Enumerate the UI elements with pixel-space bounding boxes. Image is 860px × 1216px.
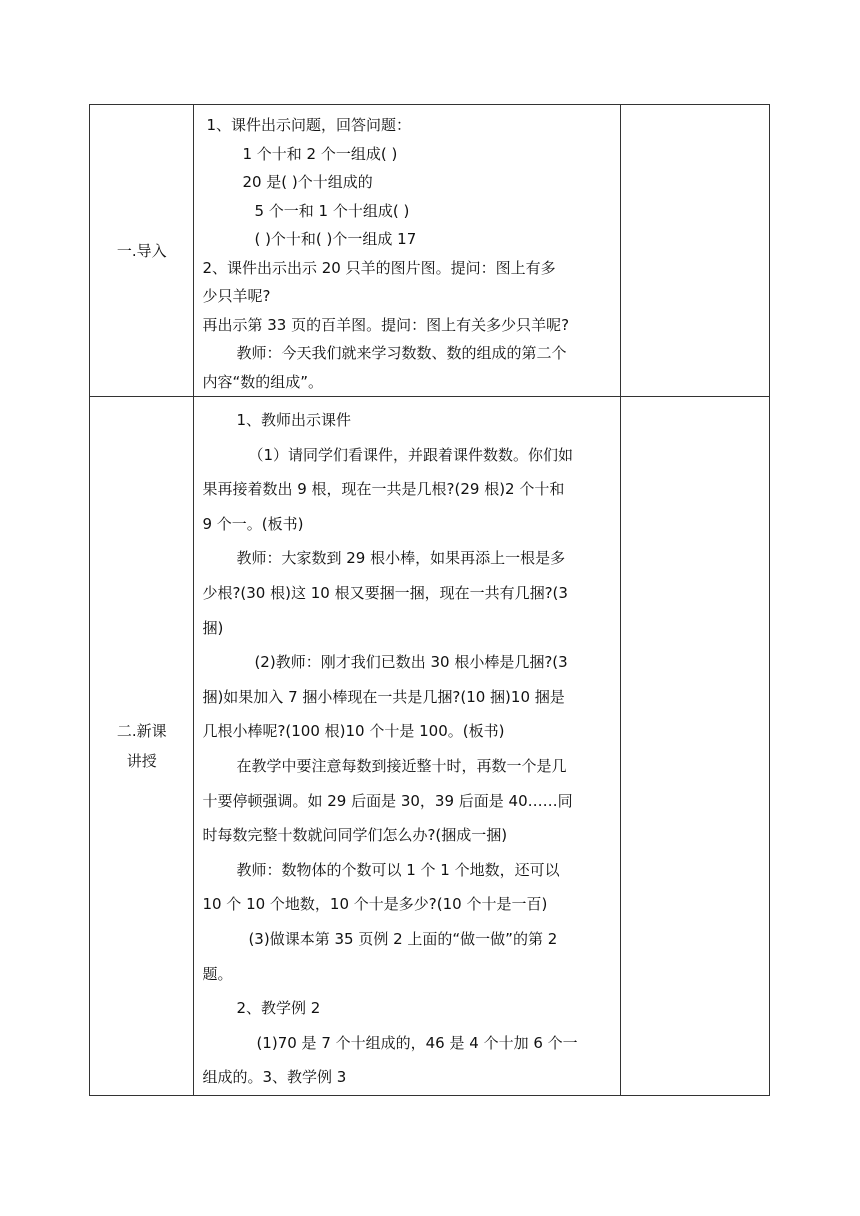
text-line: 20 是( )个十组成的 [242,173,373,191]
notes-cell [621,105,770,397]
text-line: 组成的。3、教学例 3 [202,1068,347,1087]
section-label-new-line1: 二.新课 [116,721,167,740]
table-row-new-lesson [90,397,770,1096]
section-content-cell [194,397,621,1096]
text-line: 2、教学例 2 [236,999,321,1018]
section-label-intro: 一.导入 [116,241,167,260]
text-line: 在教学中要注意每数到接近整十时，再数一个是几 [236,756,567,775]
text-line: (3)做课本第 35 页例 2 上面的“做一做”的第 2 [248,929,558,948]
text-line: 时每数完整十数就问同学们怎么办?(捆成一捆) [202,826,508,845]
section-label-new-line2: 讲授 [126,751,157,770]
text-line: 果再接着数出 9 根，现在一共是几根?(29 根)2 个十和 [202,480,565,499]
text-line: 1、课件出示问题，回答问题： [206,116,411,134]
lesson-plan-table [89,104,770,1096]
text-line: 9 个一。(板书) [202,514,304,533]
text-line: 题。 [202,964,233,983]
text-line: (2)教师：刚才我们已数出 30 根小棒是几捆?(3 [254,653,568,672]
text-line: 1、教师出示课件 [236,411,351,429]
table-row-intro [90,105,770,397]
text-line: 内容“数的组成”。 [202,372,323,391]
section-label-cell [90,105,194,397]
text-line: 5 个一和 1 个十组成( ) [254,201,410,220]
text-line: 再出示第 33 页的百羊图。提问：图上有关多少只羊呢? [202,315,570,334]
text-line: 10 个 10 个地数，10 个十是多少?(10 个十是一百) [202,895,548,914]
text-line: 1 个十和 2 个一组成( ) [242,144,398,163]
text-line: 捆)如果加入 7 捆小棒现在一共是几捆?(10 捆)10 捆是 [202,687,565,706]
text-line: 2、课件出示出示 20 只羊的图片图。提问：图上有多 [202,258,556,277]
text-line: 教师：数物体的个数可以 1 个 1 个地数，还可以 [236,860,560,879]
section-label-cell [90,397,194,1096]
text-line: （1）请同学们看课件，并跟着课件数数。你们如 [248,445,573,464]
text-line: 少只羊呢? [202,287,271,305]
text-line: 十要停顿强调。如 29 后面是 30，39 后面是 40……同 [202,791,573,810]
notes-cell [621,397,770,1096]
text-line: 教师：大家数到 29 根小棒，如果再添上一根是多 [236,549,566,568]
text-line: 少根?(30 根)这 10 根又要捆一捆，现在一共有几捆?(3 [202,583,568,602]
text-line: 捆) [202,618,224,637]
section-content-cell [194,105,621,397]
text-line: (1)70 是 7 个十组成的，46 是 4 个十加 6 个一 [256,1033,578,1052]
text-line: ( )个十和( )个一组成 17 [254,230,417,248]
text-line: 几根小棒呢?(100 根)10 个十是 100。(板书) [202,722,505,741]
text-line: 教师：今天我们就来学习数数、数的组成的第二个 [236,344,567,362]
